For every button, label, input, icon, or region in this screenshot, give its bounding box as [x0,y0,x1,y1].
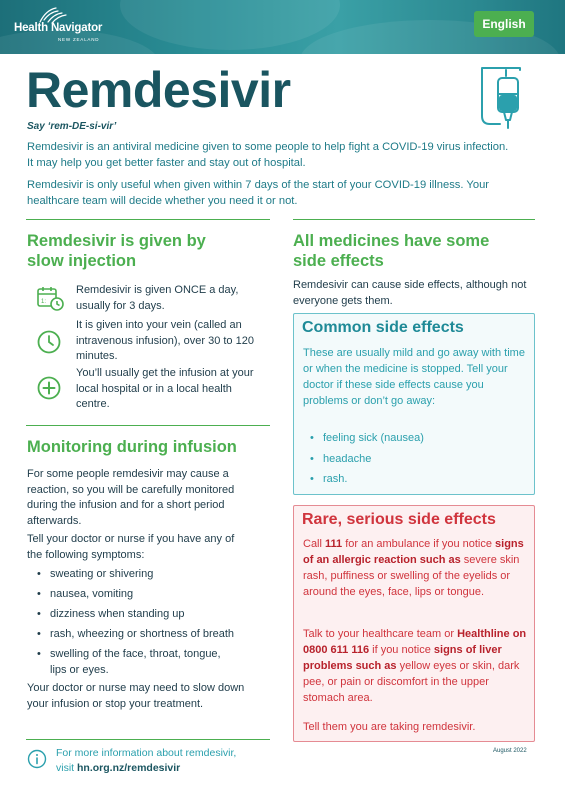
rare-side-effects-heading: Rare, serious side effects [302,511,496,528]
side-effects-heading: All medicines have some side effects [293,232,490,270]
brand-subtitle: NEW ZEALAND [58,37,100,42]
list-item: • headache [310,452,424,468]
injection-item-2: It is given into your vein (called an intravenous infusion), over 30 to 120 minutes. [76,319,254,362]
list-item: • feeling sick (nausea) [310,431,424,447]
rare-paragraph-1: Call 111 for an ambulance if you notice signs of an allergic reaction such as severe skin rash, puffiness or swelling of the eyelids or around the eyes, face, lips or tongue. [303,538,524,598]
list-item: • rash, wheezing or shortness of breath [37,627,252,643]
common-side-effects-box [293,313,535,495]
rare-side-effects-box [293,505,535,742]
list-item: • swelling of the face, throat, tongue, lips or eyes. [37,647,227,678]
footer-link[interactable]: hn.org.nz/remdesivir [77,762,181,774]
rare-paragraph-3: Tell them you are taking remdesivir. [303,721,476,733]
monitoring-paragraph-2: Tell your doctor or nurse if you have any of the following symptoms: [27,533,235,561]
common-side-effects-text: These are usually mild and go away with time or when the medicine is stopped. Tell your doctor if these side effects cause you problems or don’t go away: [303,347,525,407]
common-side-effects-list [310,431,424,493]
footer-info [56,746,236,776]
intro-paragraph-1: Remdesivir is an antiviral medicine given to some people to help fight a COVID-19 virus infection. It may help you get better faster and stay out of hospital. [27,141,509,169]
clock-icon [36,329,62,355]
emergency-number: 111 [325,538,343,550]
left-section-divider [26,219,270,220]
calendar-clock-icon [36,285,66,313]
footer-line-1: For more information about remdesivir, [56,747,237,759]
side-effects-intro: Remdesivir can cause side effects, although not everyone gets them. [293,279,527,307]
intro-paragraph-2: Remdesivir is only useful when given within 7 days of the start of your COVID-19 illness. Your healthcare team will decide whether you need it or not. [27,179,490,207]
list-item: • rash. [310,472,424,488]
monitoring-divider [26,425,270,426]
header-banner [0,0,565,54]
monitoring-paragraph-1: For some people remdesivir may cause a reaction, so you will be carefully monitored during the infusion and for a short period afterwards. [27,468,235,527]
publication-date: August 2022 [493,748,527,754]
footer-divider [26,739,270,740]
list-item: • nausea, vomiting [37,587,252,603]
injection-item-1: Remdesivir is given ONCE a day, usually for 3 days. [76,284,239,312]
healthline-number: Healthline on 0800 611 116 [303,628,527,656]
plus-circle-icon [36,375,62,401]
brand-name: Health Navigator [14,22,103,34]
info-icon [27,749,47,769]
language-button[interactable]: English [474,11,534,37]
injection-item-3: You’ll usually get the infusion at your local hospital or in a local health centre. [76,367,254,410]
monitoring-paragraph-3: Your doctor or nurse may need to slow down your infusion or stop your treatment. [27,682,245,710]
rare-paragraph-2: Talk to your healthcare team or Healthline on 0800 611 116 if you notice signs of liver problems such as yellow eyes or skin, dark pee, or pain or discomfort in the upper stomach area. [303,628,527,704]
footer-line-2: visit hn.org.nz/remdesivir [56,762,181,774]
monitoring-heading: Monitoring during infusion [27,438,237,456]
right-section-divider [293,219,535,220]
symptoms-list [37,567,252,683]
injection-heading: Remdesivir is given by slow injection [27,232,206,270]
page-title: Remdesivir [26,62,291,118]
pronunciation: Say ‘rem-DE-si-vir’ [27,121,117,132]
list-item: • sweating or shivering [37,567,252,583]
common-side-effects-heading: Common side effects [302,319,464,336]
iv-drip-icon [474,64,530,134]
list-item: • dizziness when standing up [37,607,252,623]
svg-text:1:: 1: [41,299,47,305]
